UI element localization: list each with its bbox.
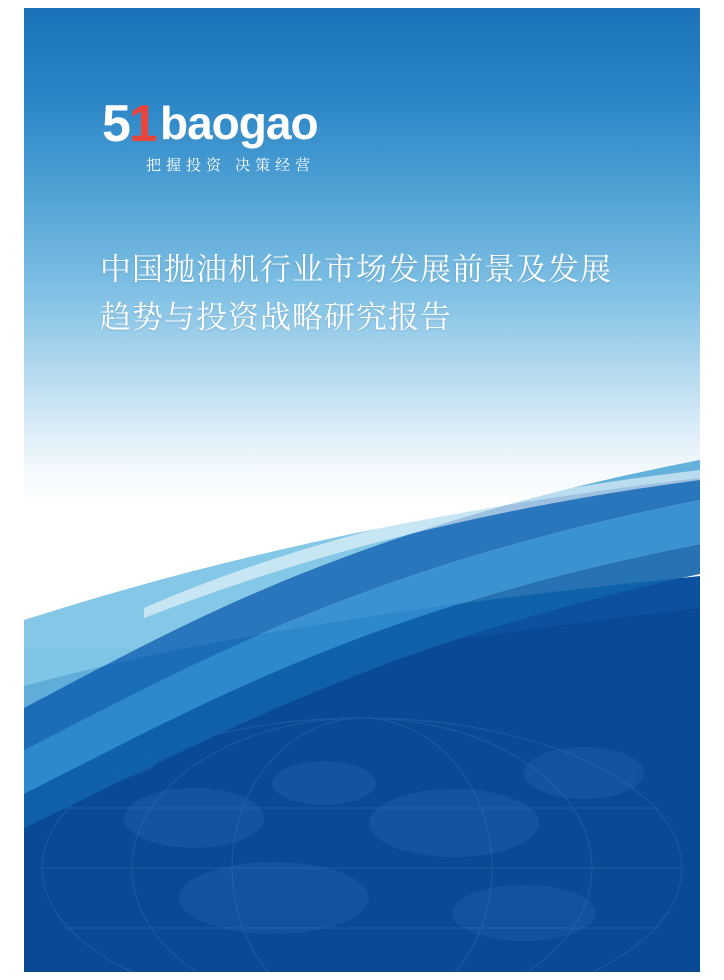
- logo-mark: [102, 95, 156, 153]
- logo-wordmark: baogao: [160, 97, 318, 149]
- logo-tagline: 把握投资 决策经营: [146, 157, 316, 174]
- report-title-line-1: 中国抛油机行业市场发展前景及发展: [100, 252, 612, 287]
- cover-artwork: [24, 8, 700, 972]
- logo-mark-digit: 5: [102, 95, 129, 153]
- report-title: [100, 246, 640, 342]
- logo: [102, 94, 382, 174]
- logo-mark-dot: 1: [128, 95, 156, 153]
- report-title-line-2: 趋势与投资战略研究报告: [100, 300, 452, 336]
